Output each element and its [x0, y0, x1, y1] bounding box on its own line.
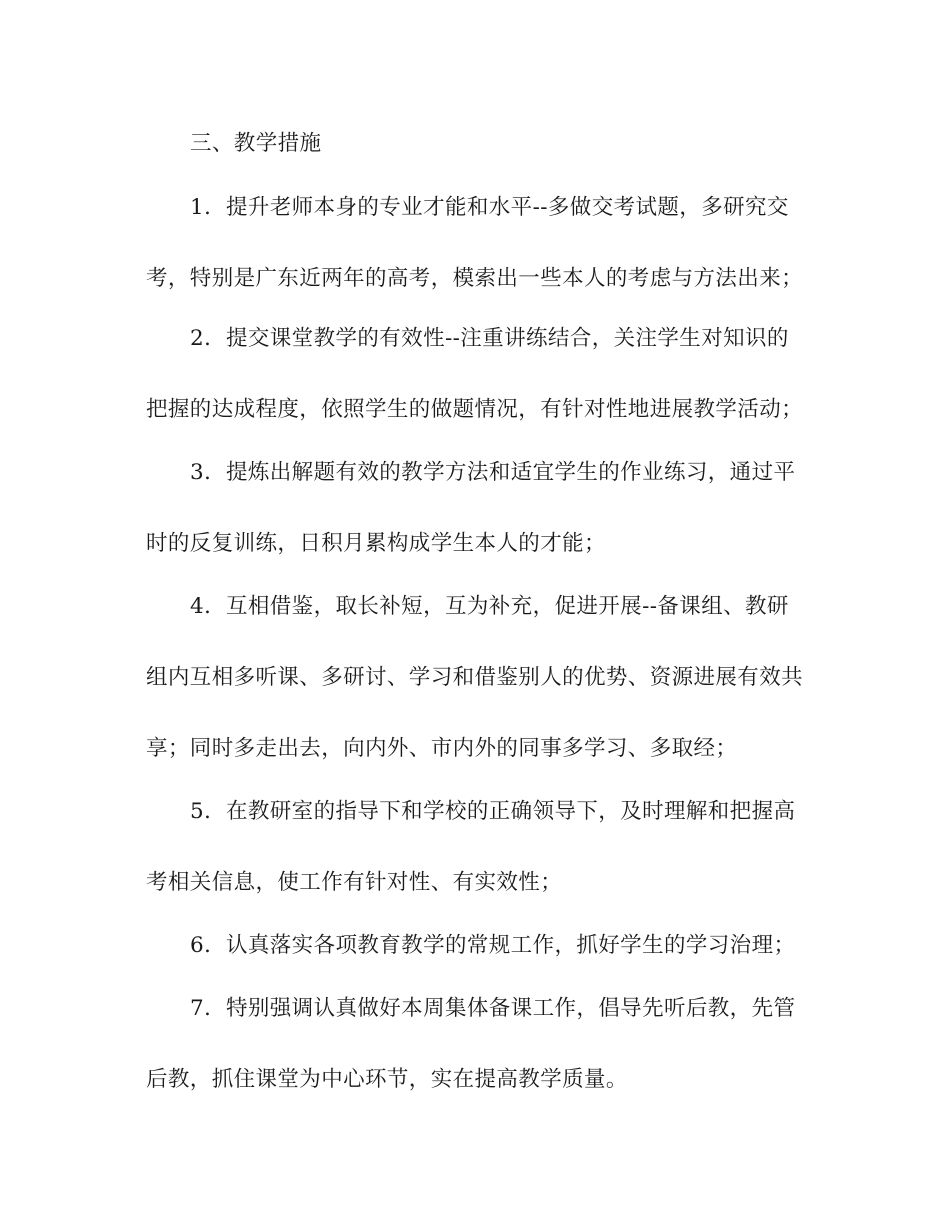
paragraph-2-line-2: 把握的达成程度，依照学生的做题情况，有针对性地进展教学活动；	[146, 397, 804, 422]
paragraph-1-line-2: 考，特别是广东近两年的高考，模索出一些本人的考虑与方法出来；	[146, 266, 804, 291]
paragraph-7-line-2: 后教，抓住课堂为中心环节，实在提高教学质量。	[146, 1067, 628, 1092]
paragraph-3-line-2: 时的反复训练，日积月累构成学生本人的才能；	[146, 531, 606, 556]
paragraph-6-line-1: 6．认真落实各项教育教学的常规工作，抓好学生的学习治理；	[190, 933, 796, 958]
paragraph-3-line-1: 3．提炼出解题有效的教学方法和适宜学生的作业练习，通过平	[190, 460, 796, 485]
paragraph-7-line-1: 7．特别强调认真做好本周集体备课工作，倡导先听后教，先管	[190, 996, 796, 1021]
paragraph-5-line-2: 考相关信息，使工作有针对性、有实效性；	[146, 870, 563, 895]
section-heading: 三、教学措施	[190, 131, 322, 156]
paragraph-1-line-1: 1．提升老师本身的专业才能和水平--多做交考试题，多研究交	[190, 195, 789, 220]
paragraph-2-line-1: 2．提交课堂教学的有效性--注重讲练结合，关注学生对知识的	[190, 326, 789, 351]
paragraph-5-line-1: 5．在教研室的指导下和学校的正确领导下，及时理解和把握高	[190, 799, 796, 824]
paragraph-4-line-1: 4．互相借鉴，取长补短，互为补充，促进开展--备课组、教研	[190, 594, 789, 619]
paragraph-4-line-2: 组内互相多听课、多研讨、学习和借鉴别人的优势、资源进展有效共	[146, 665, 804, 690]
paragraph-4-line-3: 享；同时多走出去，向内外、市内外的同事多学习、多取经；	[146, 736, 738, 761]
